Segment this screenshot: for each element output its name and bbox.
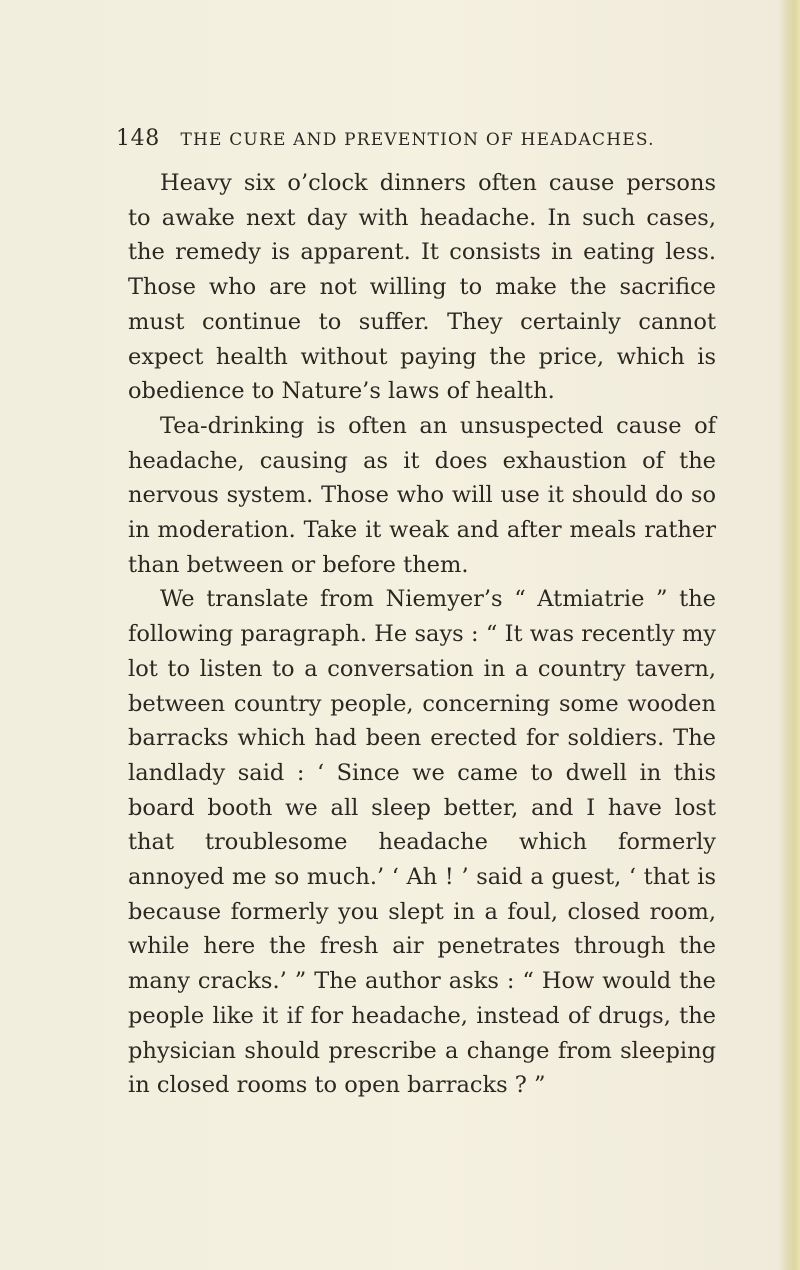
paragraph-tea-drinking: Tea-drinking is often an unsuspected cause of headache, causing as it does exhaustion of the nervous system. Those who will use it should do so in moderation. Take it weak and after meals rather than between or before them. xyxy=(128,412,716,578)
running-head xyxy=(116,126,716,160)
running-title: THE CURE AND PREVENTION OF HEADACHES. xyxy=(180,130,655,150)
page-number: 148 xyxy=(116,126,160,151)
paragraph-niemyer: We translate from Niemyer’s “ Atmiatrie ” the following paragraph. He says : “ It was recently my lot to listen to a conversation in a country tavern, between country people, concerning some wooden barracks which had been erected for soldiers. The landlady said : ‘ Since we came to dwell in this board booth we all sleep better, and I have lost that troublesome headache which formerly annoyed me so much.’ ‘ Ah ! ’ said a guest, ‘ that is because formerly you slept in a foul, closed room, while here the fresh air penetrates through the many cracks.’ ” The author asks : “ How would the people like it if for headache, instead of drugs, the physician should prescribe a change from sleeping in closed rooms to open barracks ? ” xyxy=(128,586,716,1099)
body-text xyxy=(128,166,716,1103)
page-edge-shadow xyxy=(778,0,800,1270)
paragraph-dinners: Heavy six o’clock dinners often cause persons to awake next day with headache. In such cases, the remedy is apparent. It consists in eating less. Those who are not willing to make the sacrifice must continue to suffer. They certainly cannot expect health without paying the price, which is obedience to Nature’s laws of health. xyxy=(128,170,716,405)
